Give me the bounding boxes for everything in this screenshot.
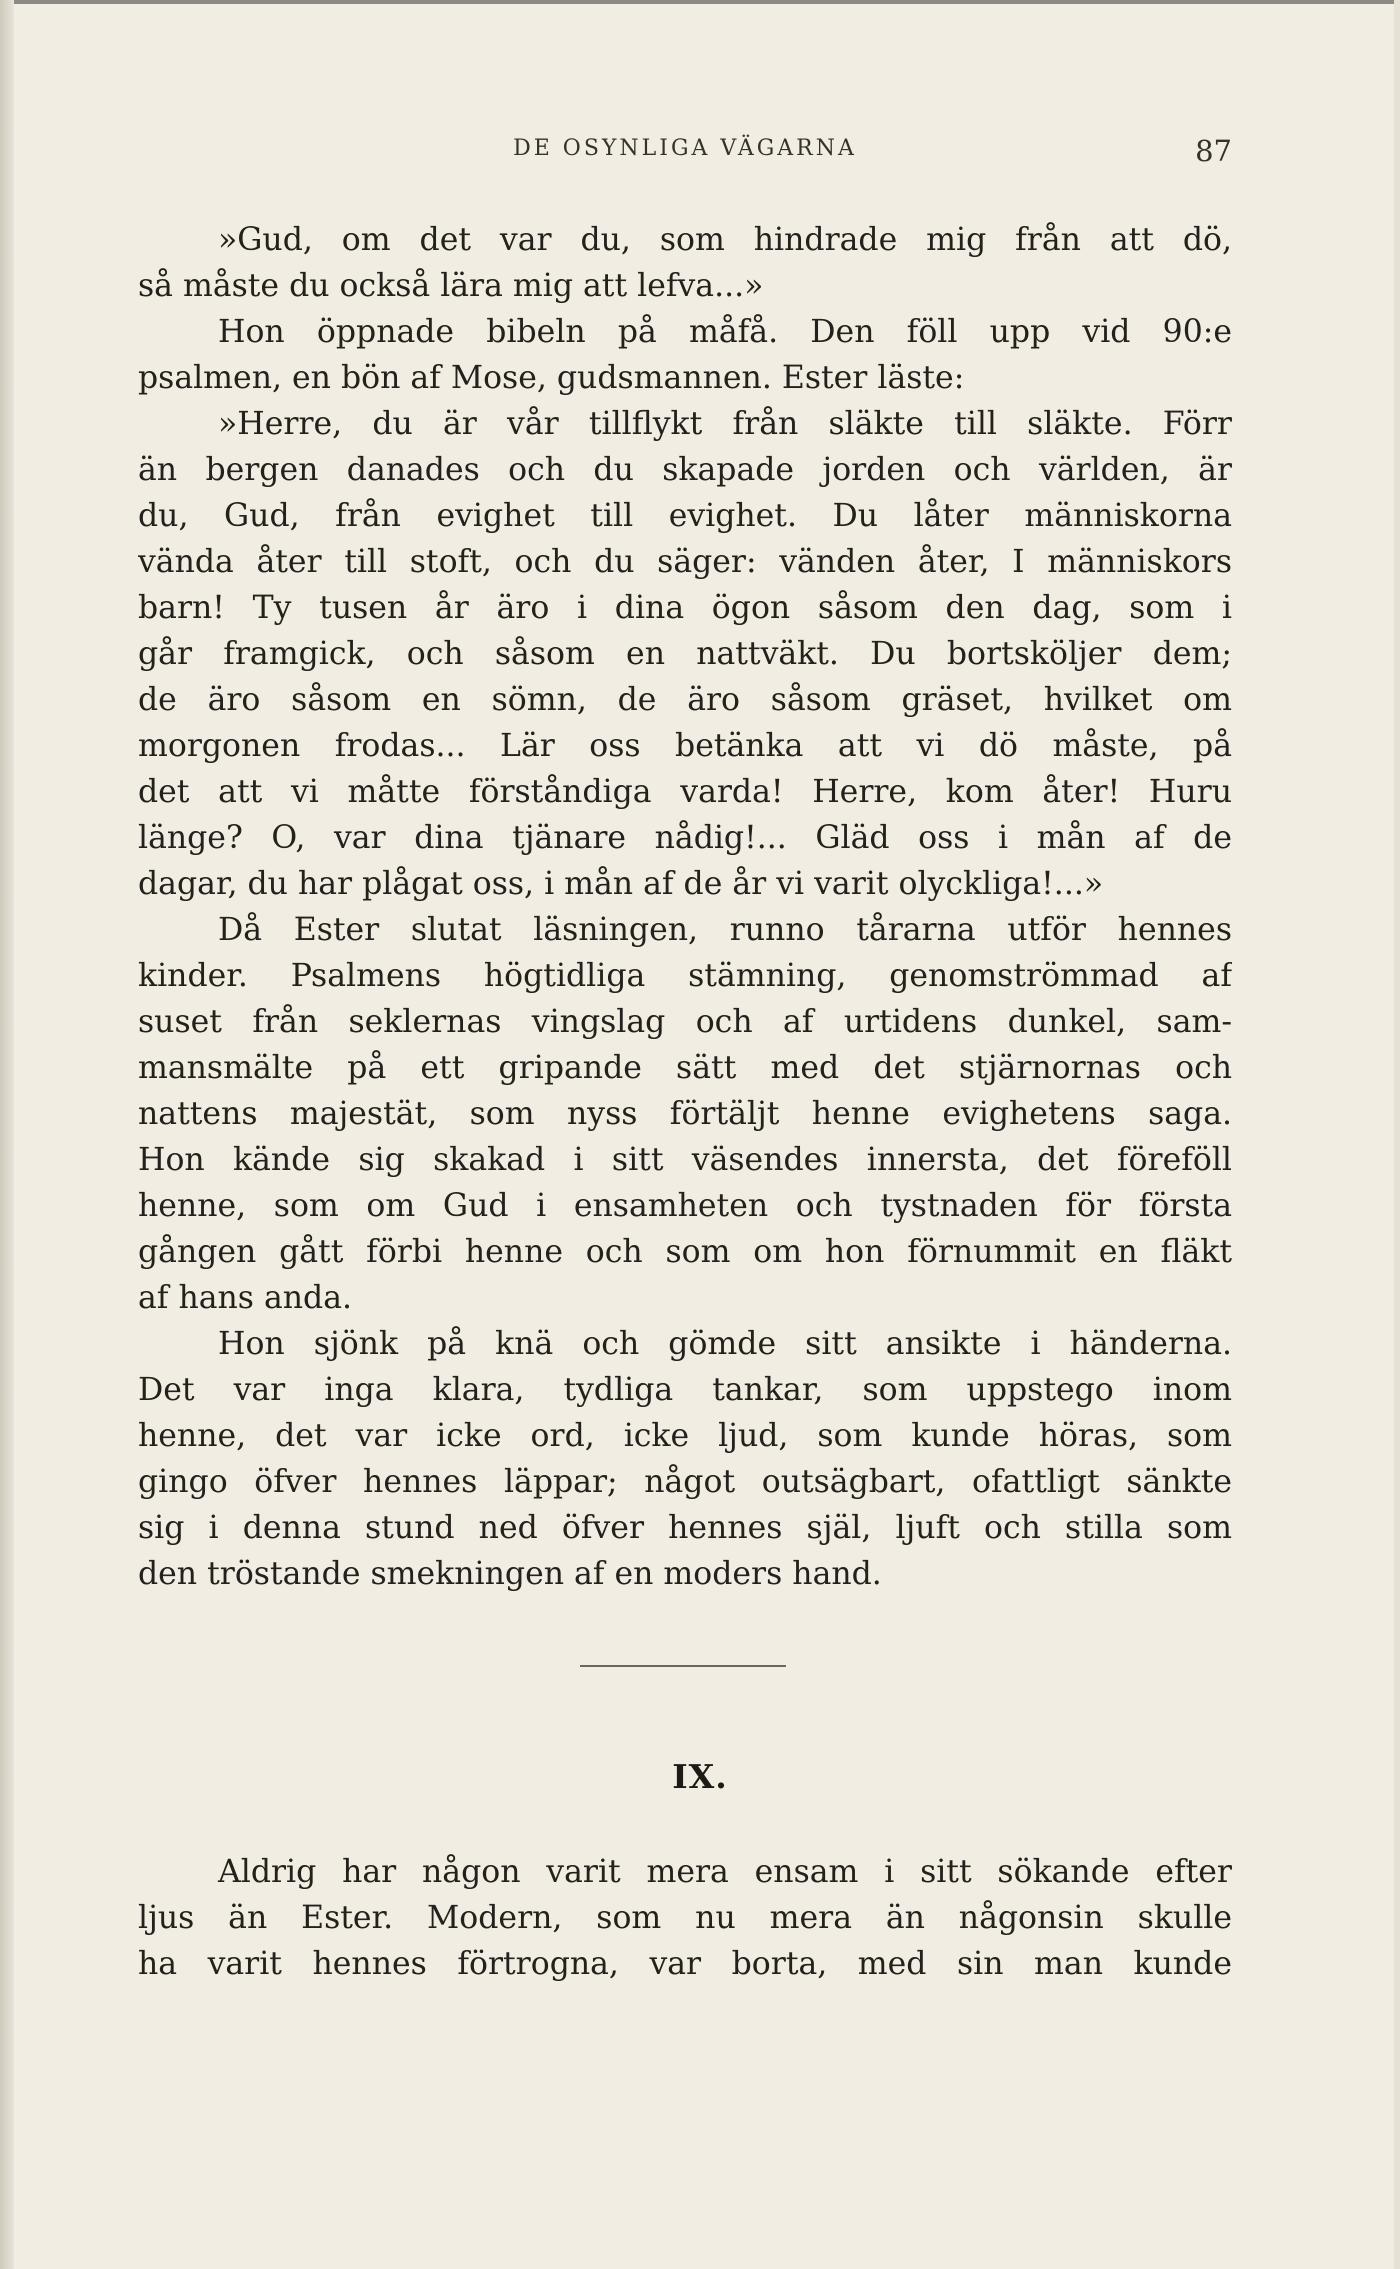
text-line: »Herre, du är vår tillflykt från släkte till släkte. Förr: [218, 406, 1232, 442]
text-line: nattens majestät, som nyss förtäljt henne evighetens saga.: [138, 1096, 1232, 1132]
text-line: gingo öfver hennes läppar; något outsägbart, ofattligt sänkte: [138, 1464, 1232, 1500]
text-line: Hon öppnade bibeln på måfå. Den föll upp vid 90:e: [218, 314, 1232, 350]
text-line: ljus än Ester. Modern, som nu mera än någonsin skulle: [138, 1900, 1232, 1936]
text-line: den tröstande smekningen af en moders hand.: [138, 1556, 882, 1592]
text-line: Det var inga klara, tydliga tankar, som uppstego inom: [138, 1372, 1232, 1408]
text-line: henne, som om Gud i ensamheten och tystnaden för första: [138, 1188, 1232, 1224]
scan-edge-left: [0, 0, 14, 2269]
text-line: så måste du också lära mig att lefva...»: [138, 268, 764, 304]
text-line: kinder. Psalmens högtidliga stämning, genomströmmad af: [138, 958, 1232, 994]
text-line: du, Gud, från evighet till evighet. Du låter människorna: [138, 498, 1232, 534]
text-line: Då Ester slutat läsningen, runno tårarna utför hennes: [218, 912, 1232, 948]
text-line: psalmen, en bön af Mose, gudsmannen. Ester läste:: [138, 360, 965, 396]
text-line: ha varit hennes förtrogna, var borta, med sin man kunde: [138, 1946, 1232, 1982]
text-line: går framgick, och såsom en nattväkt. Du bortsköljer dem;: [138, 636, 1232, 672]
text-line: Hon sjönk på knä och gömde sitt ansikte i händerna.: [218, 1326, 1232, 1362]
body-text-after-chapter: [138, 1849, 1232, 1987]
section-divider: [580, 1665, 786, 1667]
text-line: henne, det var icke ord, icke ljud, som kunde höras, som: [138, 1418, 1232, 1454]
text-line: barn! Ty tusen år äro i dina ögon såsom den dag, som i: [138, 590, 1232, 626]
chapter-heading: IX.: [672, 1757, 728, 1796]
text-line: vända åter till stoft, och du säger: vänden åter, I människors: [138, 544, 1232, 580]
text-line: mansmälte på ett gripande sätt med det stjärnornas och: [138, 1050, 1232, 1086]
text-line: dagar, du har plågat oss, i mån af de år vi varit olyckliga!...»: [138, 866, 1104, 902]
text-line: gången gått förbi henne och som om hon förnummit en fläkt: [138, 1234, 1232, 1270]
text-line: de äro såsom en sömn, de äro såsom gräset, hvilket om: [138, 682, 1232, 718]
scan-edge-top: [0, 0, 1400, 4]
text-line: »Gud, om det var du, som hindrade mig från att dö,: [218, 222, 1232, 258]
text-line: Hon kände sig skakad i sitt väsendes innersta, det föreföll: [138, 1142, 1232, 1178]
text-line: morgonen frodas... Lär oss betänka att vi dö måste, på: [138, 728, 1232, 764]
scan-edge-right: [1394, 0, 1400, 2269]
body-text-before-chapter: [138, 217, 1232, 1597]
page-number: 87: [1195, 134, 1232, 168]
text-line: sig i denna stund ned öfver hennes själ, ljuft och stilla som: [138, 1510, 1232, 1546]
page-header: [138, 136, 1232, 176]
text-line: länge? O, var dina tjänare nådig!... Gläd oss i mån af de: [138, 820, 1232, 856]
text-line: suset från seklernas vingslag och af urtidens dunkel, sam-: [138, 1004, 1232, 1040]
text-line: af hans anda.: [138, 1280, 353, 1316]
text-line: än bergen danades och du skapade jorden och världen, är: [138, 452, 1232, 488]
running-title: DE OSYNLIGA VÄGARNA: [513, 136, 857, 161]
text-line: Aldrig har någon varit mera ensam i sitt sökande efter: [218, 1854, 1232, 1890]
text-line: det att vi måtte förståndiga varda! Herre, kom åter! Huru: [138, 774, 1232, 810]
